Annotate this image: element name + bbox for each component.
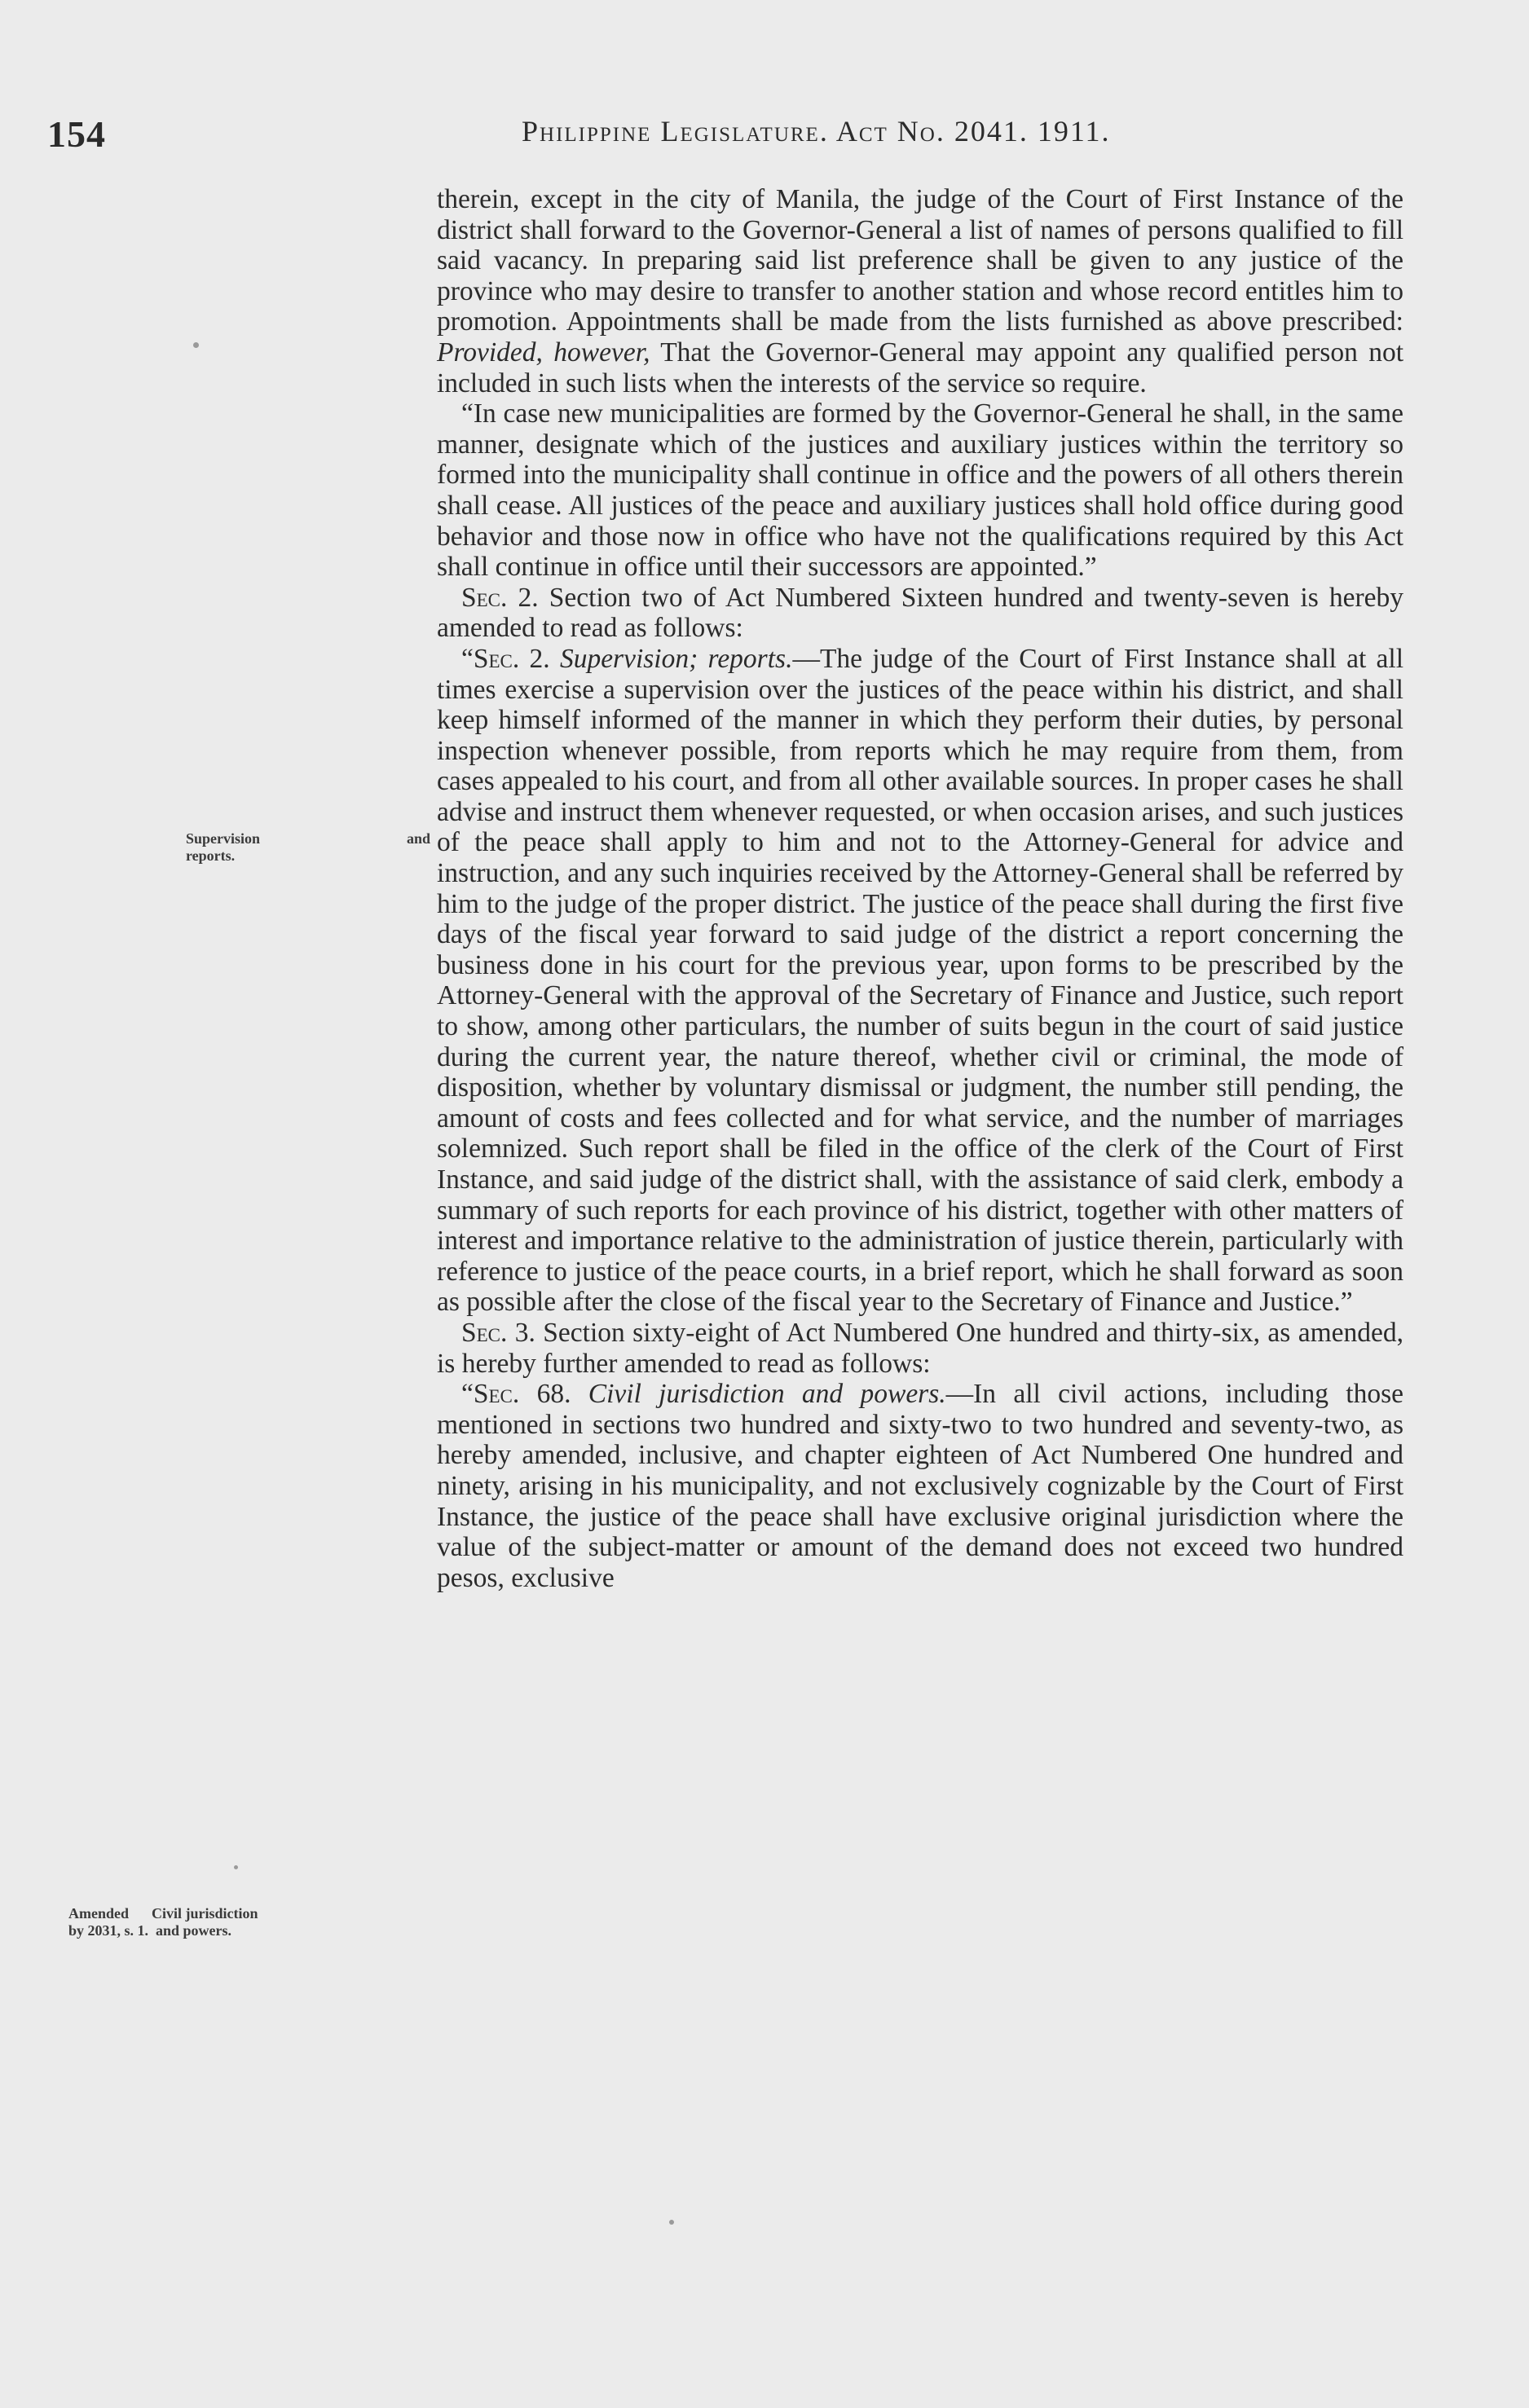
open-quote-2: “ <box>461 1379 474 1410</box>
paragraph-4 <box>437 644 1403 1318</box>
scan-speck <box>234 1865 238 1869</box>
paragraph-6-text: —In all civil actions, including those mentioned in sections two hundred and sixty-two to two hundred and seventy-two, as hereby amended, inclusive, and chapter eighteen of Act Numbered One hundred and ninety, arising in his municipality, and not exclusively cognizable by the Court of First Instance, the justice of the peace shall have exclusive original jurisdiction where the value of the subject-matter or amount of the demand does not exceed two hundred pesos, exclusive <box>437 1379 1404 1593</box>
running-head: Philippine Legislature. Act No. 2041. 1911. <box>522 115 1111 147</box>
paragraph-5 <box>437 1318 1403 1379</box>
open-quote: “ <box>461 643 474 674</box>
section-label-quoted-68: Sec. <box>473 1379 520 1410</box>
paragraph-3-text: 2. Section two of Act Numbered Sixteen hundred and twenty-seven is hereby amended to read as follows: <box>437 582 1404 644</box>
side-note-amended-left-2: by 2031, s. 1. <box>68 1922 149 1939</box>
section-title-supervision: Supervision; reports. <box>559 643 793 674</box>
side-note-supervision-line1: Supervision and <box>186 830 430 847</box>
paragraph-2: “In case new municipalities are formed by the Governor-General he shall, in the same manner, designate which of the justices and auxiliary justices within the territory so formed into the municipality shall continue in office and the powers of all others therein shall cease. All justices of the peace and auxiliary justices shall hold office during good behavior and those now in office who have not the qualifications required by this Act shall continue in office until their successors are appointed.” <box>437 398 1403 583</box>
paragraph-6 <box>437 1379 1403 1593</box>
side-note-supervision <box>186 830 430 865</box>
section-title-civil-jurisdiction: Civil jurisdiction and powers. <box>588 1379 946 1410</box>
section-number-68: 68. <box>536 1379 571 1410</box>
paragraph-5-text: 3. Section sixty-eight of Act Numbered One hundred and thirty-six, as amended, is hereby further amended to read as follows: <box>437 1317 1404 1379</box>
scan-speck <box>669 2220 674 2225</box>
proviso-italic: Provided, however, <box>437 337 650 368</box>
side-note-amended-right-2: and powers. <box>156 1922 232 1939</box>
section-label-quoted-2: Sec. <box>473 643 520 674</box>
side-note-amended-left-1: Amended <box>68 1905 130 1922</box>
scan-speck <box>193 342 199 348</box>
side-note-supervision-line2: reports. <box>186 847 236 864</box>
section-label-2: Sec. <box>461 582 508 613</box>
paragraph-3 <box>437 583 1403 644</box>
side-note-amended <box>68 1905 447 1939</box>
paragraph-1-end: That the Governor-General may appoint any qualified person not included in such lists when the interests of the service so require. <box>437 337 1404 398</box>
paragraph-1-text: therein, except in the city of Manila, the judge of the Court of First Instance of the district shall forward to the Governor-General a list of names of persons qualified to fill said vacancy. In preparing said list preference shall be given to any justice of the province who may desire to transfer to another station and whose record entitles him to promotion. Appointments shall be made from the lists furnished as above prescribed: <box>437 184 1403 337</box>
side-note-amended-right-1: Civil jurisdiction <box>152 1905 258 1922</box>
section-label-3: Sec. <box>461 1317 508 1348</box>
paragraph-4-text: —The judge of the Court of First Instance shall at all times exercise a supervision over the justices of the peace within his district, and shall keep himself informed of the manner in which they perform their duties, by personal inspection whenever possible, from reports which he may require from them, from cases appealed to his court, and from all other available sources. In proper cases he shall advise and instruct them whenever requested, or when occasion arises, and such justices of the peace shall apply to him and not to the Attorney-General for advice and instruction, and any such inquiries received by the Attorney-General shall be referred by him to the judge of the proper district. The justice of the peace shall during the first five days of the fiscal year forward to said judge of the district a report concerning the business done in his court for the previous year, upon forms to be prescribed by the Attorney-General with the approval of the Secretary of Finance and Justice, such report to show, among other particulars, the number of suits begun in the court of said justice during the current year, the nature thereof, whether civil or criminal, the mode of disposition, whether by voluntary dismissal or judgment, the number still pending, the amount of costs and fees collected and for what service, and the number of marriages solemnized. Such report shall be filed in the office of the clerk of the Court of First Instance, and said judge of the district shall, with the assistance of said clerk, embody a summary of such reports for each province of his district, together with other matters of interest and importance relative to the administration of justice therein, particularly with reference to justice of the peace courts, in a brief report, which he shall forward as soon as possible after the close of the fiscal year to the Secretary of Finance and Justice.” <box>437 643 1404 1318</box>
paragraph-1 <box>437 184 1403 398</box>
body-text <box>437 184 1403 1593</box>
page-number: 154 <box>47 113 106 155</box>
section-number-2: 2. <box>529 643 550 674</box>
